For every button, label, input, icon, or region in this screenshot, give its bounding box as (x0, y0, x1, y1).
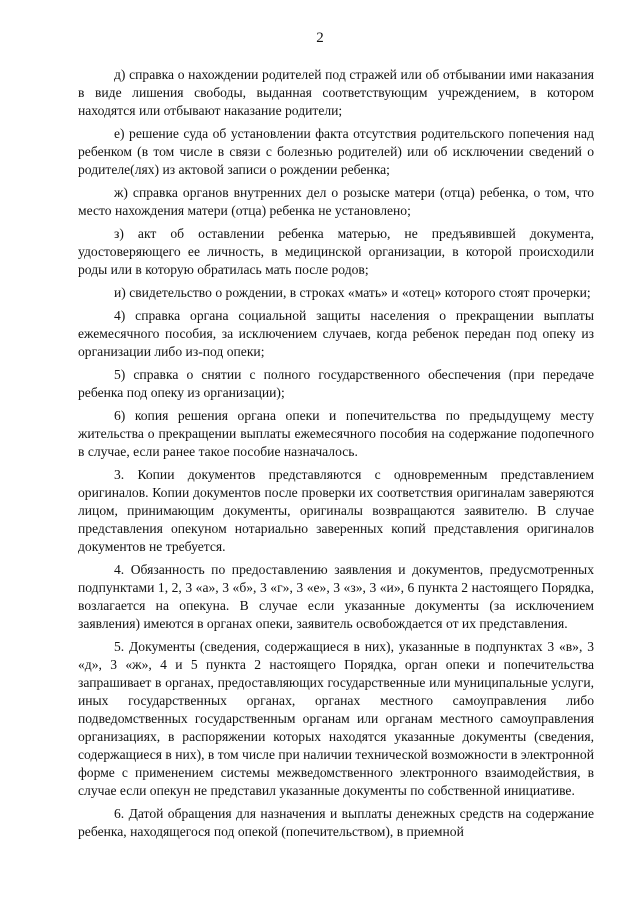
paragraph-5: 5) справка о снятии с полного государственного обеспечения (при передаче ребенка под опеку из организации); (78, 367, 594, 400)
paragraph-4: 4) справка органа социальной защиты населения о прекращении выплаты ежемесячного пособия, за исключением случаев, когда ребенок передан под опеку из организации либо из-под опеки; (78, 308, 594, 359)
section-4: 4. Обязанность по предоставлению заявления и документов, предусмотренных подпунктами 1, 2, 3 «а», 3 «б», 3 «г», 3 «е», 3 «з», 3 «и», 6 пункта 2 настоящего Порядка, возлагается на опекуна. В случае если указанные документы (за исключением заявления) имеются в органах опеки, заявитель освобождается от их представления. (78, 562, 594, 631)
paragraph-i: и) свидетельство о рождении, в строках «мать» и «отец» которого стоят прочерки; (114, 285, 591, 300)
paragraph-zh: ж) справка органов внутренних дел о розыске матери (отца) ребенка, о том, что место нахождения матери (отца) ребенка не установлено; (78, 185, 594, 218)
paragraph-6: 6) копия решения органа опеки и попечительства по предыдущему месту жительства о прекращении выплаты ежемесячного пособия на содержание подопечного в случае, если ранее такое пособие назначалось. (78, 408, 594, 459)
paragraph-e: е) решение суда об установлении факта отсутствия родительского попечения над ребенком (в том числе в связи с болезнью родителей) или об исключении сведений о родителе(лях) из актовой записи о рождении ребенка; (78, 126, 594, 177)
section-3: 3. Копии документов представляются с одновременным представлением оригиналов. Копии документов после проверки их соответствия оригиналам заверяются лицом, принимающим документы, оригиналы возвращаются заявителю. В случае представления опекуном нотариально заверенных копий представления оригиналов документов не требуется. (78, 467, 594, 554)
document-body (78, 66, 594, 846)
paragraph-z: з) акт об оставлении ребенка матерью, не предъявившей документа, удостоверяющего ее личность, в медицинской организации, в которой происходили роды или в которую обратилась мать после родов; (78, 226, 594, 277)
section-5: 5. Документы (сведения, содержащиеся в них), указанные в подпунктах 3 «в», 3 «д», 3 «ж», 4 и 5 пункта 2 настоящего Порядка, орган опеки и попечительства запрашивает в органах, предоставляющих государственные или муниципальные услуги, иных государственных органах, органах местного самоуправления либо подведомственных государственным органам или органам местного самоуправления организациях, в распоряжении которых находятся указанные документы (сведения, содержащиеся в них), в том числе при наличии технической возможности в электронной форме с применением системы межведомственного электронного взаимодействия, в случае если опекун не представил указанные документы по собственной инициативе. (78, 639, 594, 798)
paragraph-d: д) справка о нахождении родителей под стражей или об отбывании ими наказания в виде лишения свободы, выданная соответствующим учреждением, в котором находятся или отбывают наказание родители; (78, 67, 594, 118)
section-6: 6. Датой обращения для назначения и выплаты денежных средств на содержание ребенка, находящегося под опекой (попечительством), в приемной (78, 806, 594, 839)
page-number: 2 (316, 30, 324, 46)
